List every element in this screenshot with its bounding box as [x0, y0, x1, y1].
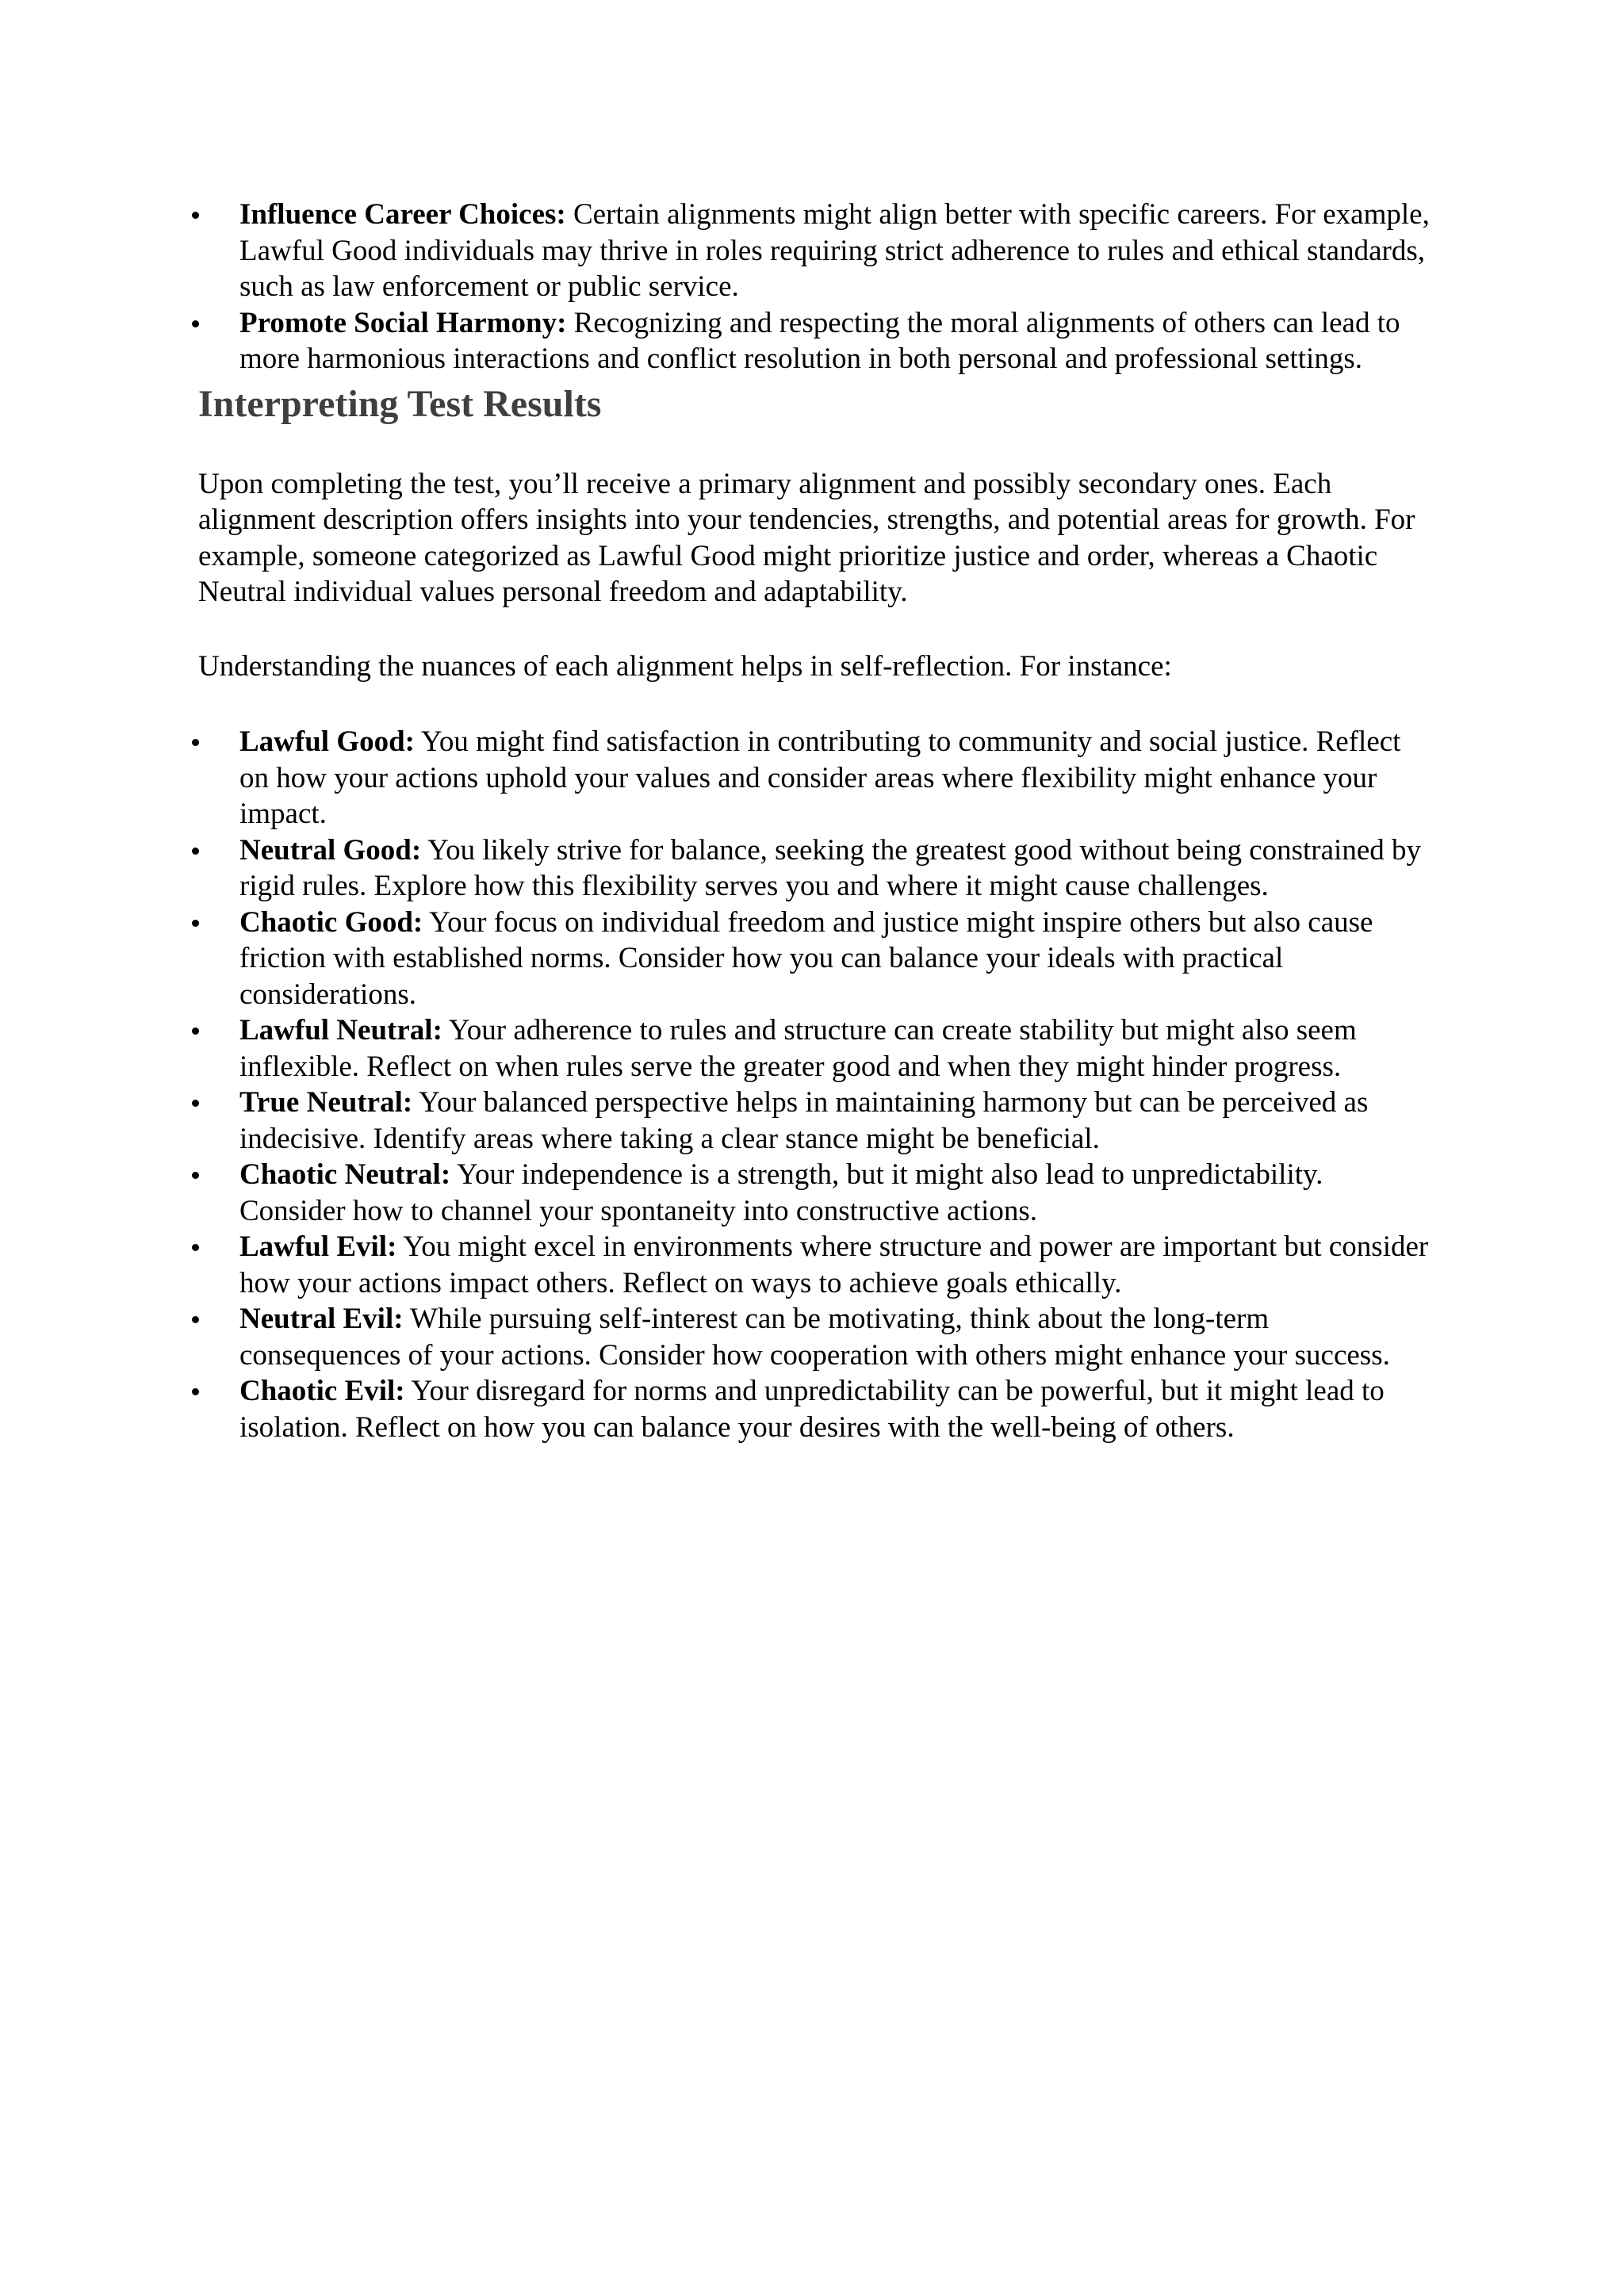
list-item-text: You might find satisfaction in contributing to community and social justice. Reflect on how your actions uphold your values and consider areas where flexibility might enhance your impact.	[239, 725, 1401, 830]
bullet-icon	[192, 1172, 199, 1179]
list-item-text: Your independence is a strength, but it might also lead to unpredictability. Consider how to channel your spontaneity into constructive actions.	[239, 1158, 1323, 1227]
list-item-term: Lawful Evil:	[239, 1230, 397, 1263]
list-item-term: Influence Career Choices:	[239, 198, 566, 231]
bullet-icon	[192, 320, 199, 327]
list-item-term: Neutral Evil:	[239, 1303, 404, 1335]
list-item-term: Chaotic Neutral:	[239, 1158, 451, 1191]
bullet-icon	[192, 1100, 199, 1107]
list-item	[198, 197, 1435, 305]
list-item	[198, 832, 1435, 905]
list-item-term: Lawful Neutral:	[239, 1014, 442, 1047]
list-item-text: Your adherence to rules and structure can create stability but might also seem inflexible. Reflect on when rules serve the greater good and when they might hinder progress.	[239, 1014, 1357, 1083]
bullet-icon	[192, 739, 199, 746]
list-item-text: Certain alignments might align better with specific careers. For example, Lawful Good individuals may thrive in roles requiring strict adherence to rules and ethical standards, such as law enforcement or public service.	[239, 198, 1430, 303]
bullet-icon	[192, 1316, 199, 1323]
page-content	[198, 197, 1435, 1445]
list-item	[198, 1085, 1435, 1157]
intro-bullet-list	[198, 197, 1435, 377]
list-item-text: You likely strive for balance, seeking the greatest good without being constrained by rigid rules. Explore how this flexibility serves you and where it might cause challenges.	[239, 833, 1421, 902]
list-item	[198, 1012, 1435, 1085]
list-item	[198, 1373, 1435, 1445]
bullet-icon	[192, 1244, 199, 1251]
paragraph-self-reflection: Understanding the nuances of each alignment helps in self-reflection. For instance:	[198, 649, 1172, 683]
list-item-term: Chaotic Good:	[239, 905, 423, 939]
list-item	[198, 1229, 1435, 1301]
paragraph-results-overview: Upon completing the test, you’ll receive a primary alignment and possibly secondary ones. Each alignment description offers insights into your tendencies, strengths, and potential areas for growth. For example, someone categorized as Lawful Good might prioritize justice and order, whereas a Chaotic Neutral individual values personal freedom and adaptability.	[198, 467, 1415, 608]
alignment-bullet-list	[198, 724, 1435, 1445]
list-item-term: True Neutral:	[239, 1086, 413, 1119]
list-item	[198, 305, 1435, 377]
list-item-term: Neutral Good:	[239, 833, 422, 867]
bullet-icon	[192, 848, 199, 855]
bullet-icon	[192, 1027, 199, 1035]
list-item	[198, 1157, 1435, 1229]
list-item-text: Recognizing and respecting the moral alignments of others can lead to more harmonious interactions and conflict resolution in both personal and professional settings.	[239, 306, 1400, 375]
list-item-text: While pursuing self-interest can be motivating, think about the long-term consequences of your actions. Consider how cooperation with others might enhance your success.	[239, 1303, 1390, 1372]
bullet-icon	[192, 1388, 199, 1395]
bullet-icon	[192, 920, 199, 927]
list-item-text: You might excel in environments where structure and power are important but consider how your actions impact others. Reflect on ways to achieve goals ethically.	[239, 1230, 1429, 1299]
list-item-term: Lawful Good:	[239, 725, 416, 758]
list-item-text: Your focus on individual freedom and justice might inspire others but also cause friction with established norms. Consider how you can balance your ideals with practical considerations.	[239, 905, 1373, 1011]
list-item-text: Your disregard for norms and unpredictability can be powerful, but it might lead to isolation. Reflect on how you can balance your desires with the well-being of others.	[239, 1375, 1385, 1444]
list-item	[198, 724, 1435, 832]
list-item	[198, 1301, 1435, 1373]
list-item-term: Chaotic Evil:	[239, 1375, 405, 1407]
bullet-icon	[192, 212, 199, 219]
list-item-text: Your balanced perspective helps in maintaining harmony but can be perceived as indecisive. Identify areas where taking a clear stance might be beneficial.	[239, 1086, 1369, 1155]
list-item-term: Promote Social Harmony:	[239, 306, 567, 339]
list-item	[198, 905, 1435, 1013]
section-heading: Interpreting Test Results	[198, 382, 602, 425]
